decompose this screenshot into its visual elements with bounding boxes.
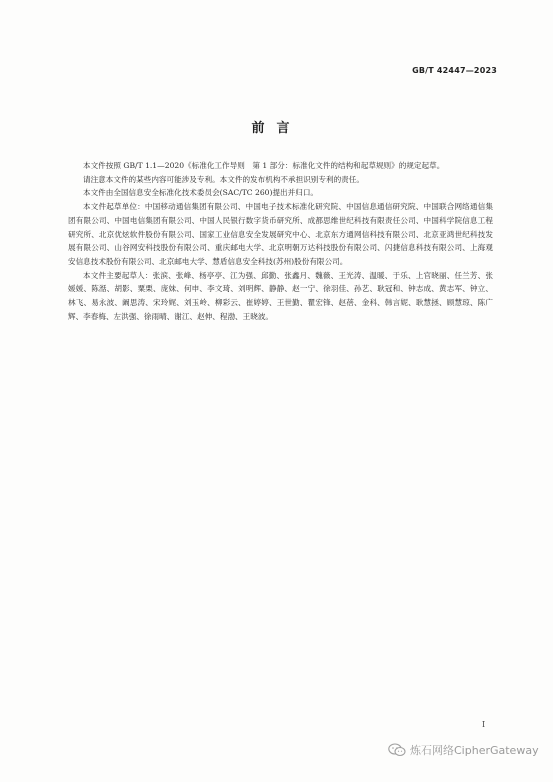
paragraph-drafting-units: 本文件起草单位：中国移动通信集团有限公司、中国电子技术标准化研究院、中国信息通信研究院、中国联合网络通信集团有限公司、中国电信集团有限公司、中国人民银行数字货币研究所、成都思维世纪科技有限责任公司、中国科学院信息工程研究所、北京优炫软件股份有限公司、国家工业信息安全发展研究中心、北京东方通网信科技有限公司、北京亚鸿世纪科技发展有限公司、山谷网安科技股份有限公司、重庆邮电大学、北京明朝万达科技股份有限公司、闪捷信息科技有限公司、上海观安信息技术股份有限公司、北京邮电大学、慧盾信息安全科技(苏州)股份有限公司。	[68, 202, 493, 266]
section-heading: 前言	[251, 121, 302, 136]
standard-code: GB/T 42447—2023	[412, 66, 497, 75]
page-number: I	[482, 720, 486, 729]
wechat-icon	[388, 743, 406, 757]
paragraph-patent-notice: 请注意本文件的某些内容可能涉及专利。本文件的发布机构不承担识别专利的责任。	[83, 174, 364, 184]
paragraph-proposer: 本文件由全国信息安全标准化技术委员会(SAC/TC 260)提出并归口。	[83, 188, 319, 198]
paragraph-drafting-rule: 本文件按照 GB/T 1.1—2020《标准化工作导则 第 1 部分：标准化文件的结构和起草规则》的规定起草。	[83, 161, 445, 170]
watermark-text: 炼石网络CipherGateway	[410, 744, 539, 757]
paragraph-drafters: 本文件主要起草人：张滨、张峰、杨亭亭、江为强、邱勤、张鑫月、魏薇、王光涛、温暖、于乐、上官晓丽、任兰芳、张媛媛、陈湉、胡影、粟栗、庞妹、何申、李文琦、刘明辉、静静、赵一宁、徐羽佳、孙艺、耿冠和、钟志成、黄志军、钟立、林飞、易永波、阚思涛、宋玲娓、刘玉岭、柳彩云、崔婷婷、王世勤、瞿宏锋、赵蓓、金科、韩言妮、耿慧拯、顾慧琼、陈广辉、李春梅、左洪强、徐雨晴、谢江、赵伸、程渤、王晓波。	[68, 270, 493, 321]
foreword-body	[68, 159, 493, 323]
watermark	[388, 742, 539, 758]
